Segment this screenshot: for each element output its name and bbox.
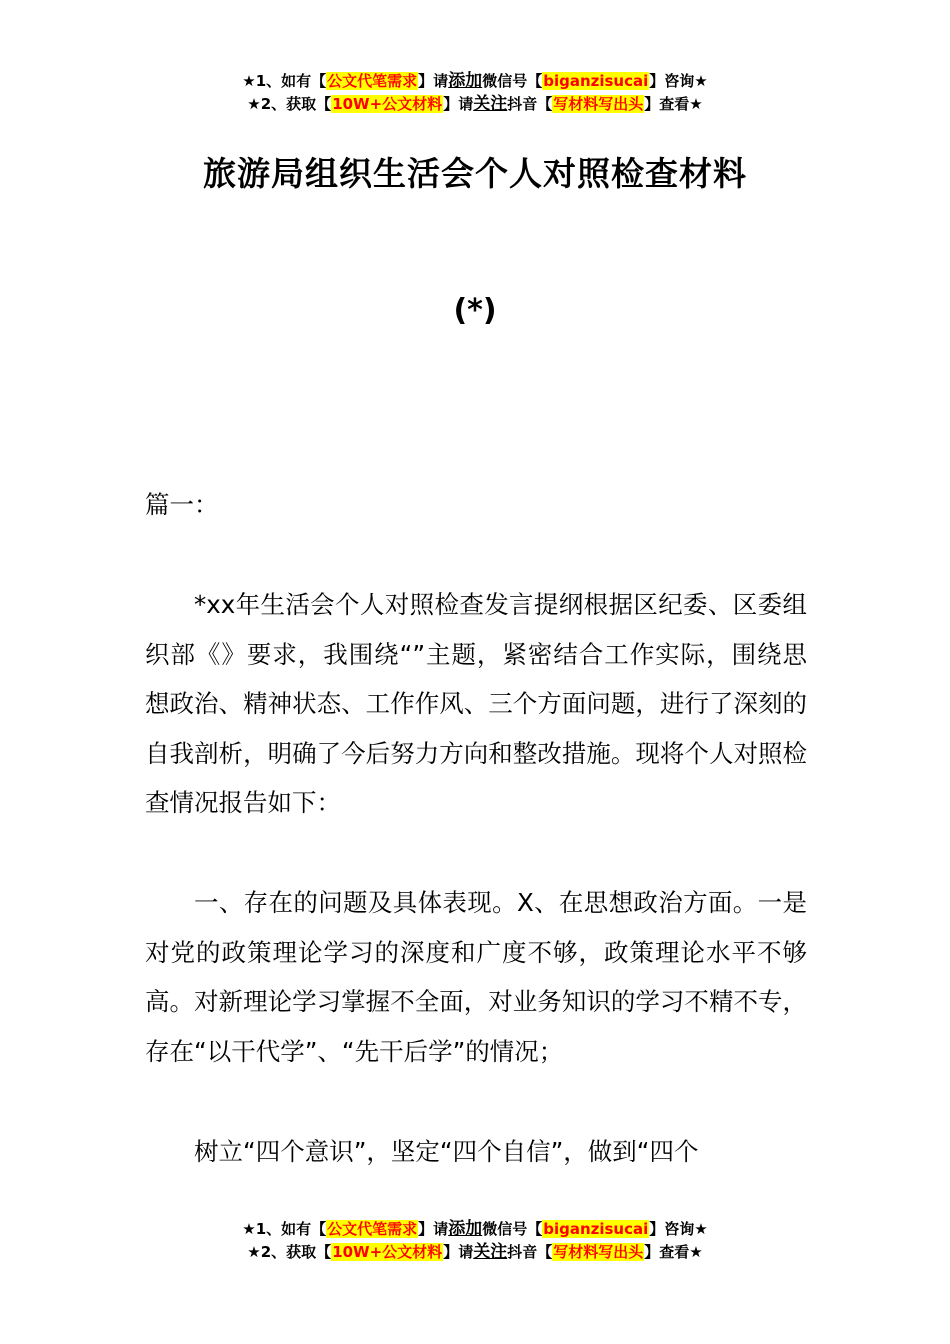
banner-emphasis: 添加 — [448, 71, 483, 91]
banner-line-2 — [0, 1241, 950, 1264]
banner-text: 2、获取【 — [260, 95, 332, 113]
page-title: 旅游局组织生活会个人对照检查材料 — [203, 154, 747, 193]
banner-text: 微信号【 — [482, 72, 543, 90]
banner-text: 抖音【 — [507, 1243, 553, 1261]
paragraph: 一、存在的问题及具体表现。X、在思想政治方面。一是对党的政策理论学习的深度和广度不够，政策理论水平不够高。对新理论学习掌握不全面，对业务知识的学习不精不专，存在“以干代学”、“先干后学”的情况； — [145, 888, 807, 1066]
banner-text: 】请 — [418, 1220, 449, 1238]
highlight-service: 公文代笔需求 — [327, 1220, 418, 1238]
banner-line-2 — [0, 93, 950, 116]
banner-emphasis: 添加 — [448, 1219, 483, 1239]
banner-text: 1、如有【 — [255, 1220, 327, 1238]
star-icon: ★ — [247, 1243, 261, 1261]
banner-text: 抖音【 — [507, 95, 553, 113]
banner-text: 】查看 — [644, 1243, 690, 1261]
highlight-service: 公文代笔需求 — [327, 72, 418, 90]
highlight-materials: 10W+公文材料 — [332, 95, 443, 113]
highlight-wechat-id: biganzisucai — [543, 1220, 649, 1238]
banner-text: 】查看 — [644, 95, 690, 113]
top-banner — [0, 70, 950, 116]
bottom-banner — [0, 1218, 950, 1264]
paragraph: *xx年生活会个人对照检查发言提纲根据区纪委、区委组织部《》要求，我围绕“”主题，紧密结合工作实际，围绕思想政治、精神状态、工作作风、三个方面问题，进行了深刻的自我剖析，明确了今后努力方向和整改措施。现将个人对照检查情况报告如下： — [145, 590, 807, 817]
banner-text: 】咨询 — [649, 72, 695, 90]
banner-text: 2、获取【 — [260, 1243, 332, 1261]
banner-line-1 — [0, 70, 950, 93]
star-icon: ★ — [694, 72, 708, 90]
banner-text: 】请 — [443, 95, 474, 113]
banner-line-1 — [0, 1218, 950, 1241]
star-icon: ★ — [689, 1243, 703, 1261]
star-icon: ★ — [247, 95, 261, 113]
banner-text: 】咨询 — [649, 1220, 695, 1238]
section-label: 篇一： — [145, 490, 219, 519]
highlight-douyin: 写材料写出头 — [553, 1243, 644, 1261]
star-icon: ★ — [242, 72, 256, 90]
star-icon: ★ — [694, 1220, 708, 1238]
banner-text: 1、如有【 — [255, 72, 327, 90]
star-icon: ★ — [242, 1220, 256, 1238]
page-subtitle: (*) — [453, 293, 497, 328]
banner-emphasis: 关注 — [473, 94, 508, 114]
highlight-wechat-id: biganzisucai — [543, 72, 649, 90]
star-icon: ★ — [689, 95, 703, 113]
highlight-douyin: 写材料写出头 — [553, 95, 644, 113]
banner-emphasis: 关注 — [473, 1242, 508, 1262]
paragraph: 树立“四个意识”，坚定“四个自信”，做到“四个 — [194, 1137, 699, 1166]
banner-text: 】请 — [443, 1243, 474, 1261]
highlight-materials: 10W+公文材料 — [332, 1243, 443, 1261]
banner-text: 微信号【 — [482, 1220, 543, 1238]
banner-text: 】请 — [418, 72, 449, 90]
